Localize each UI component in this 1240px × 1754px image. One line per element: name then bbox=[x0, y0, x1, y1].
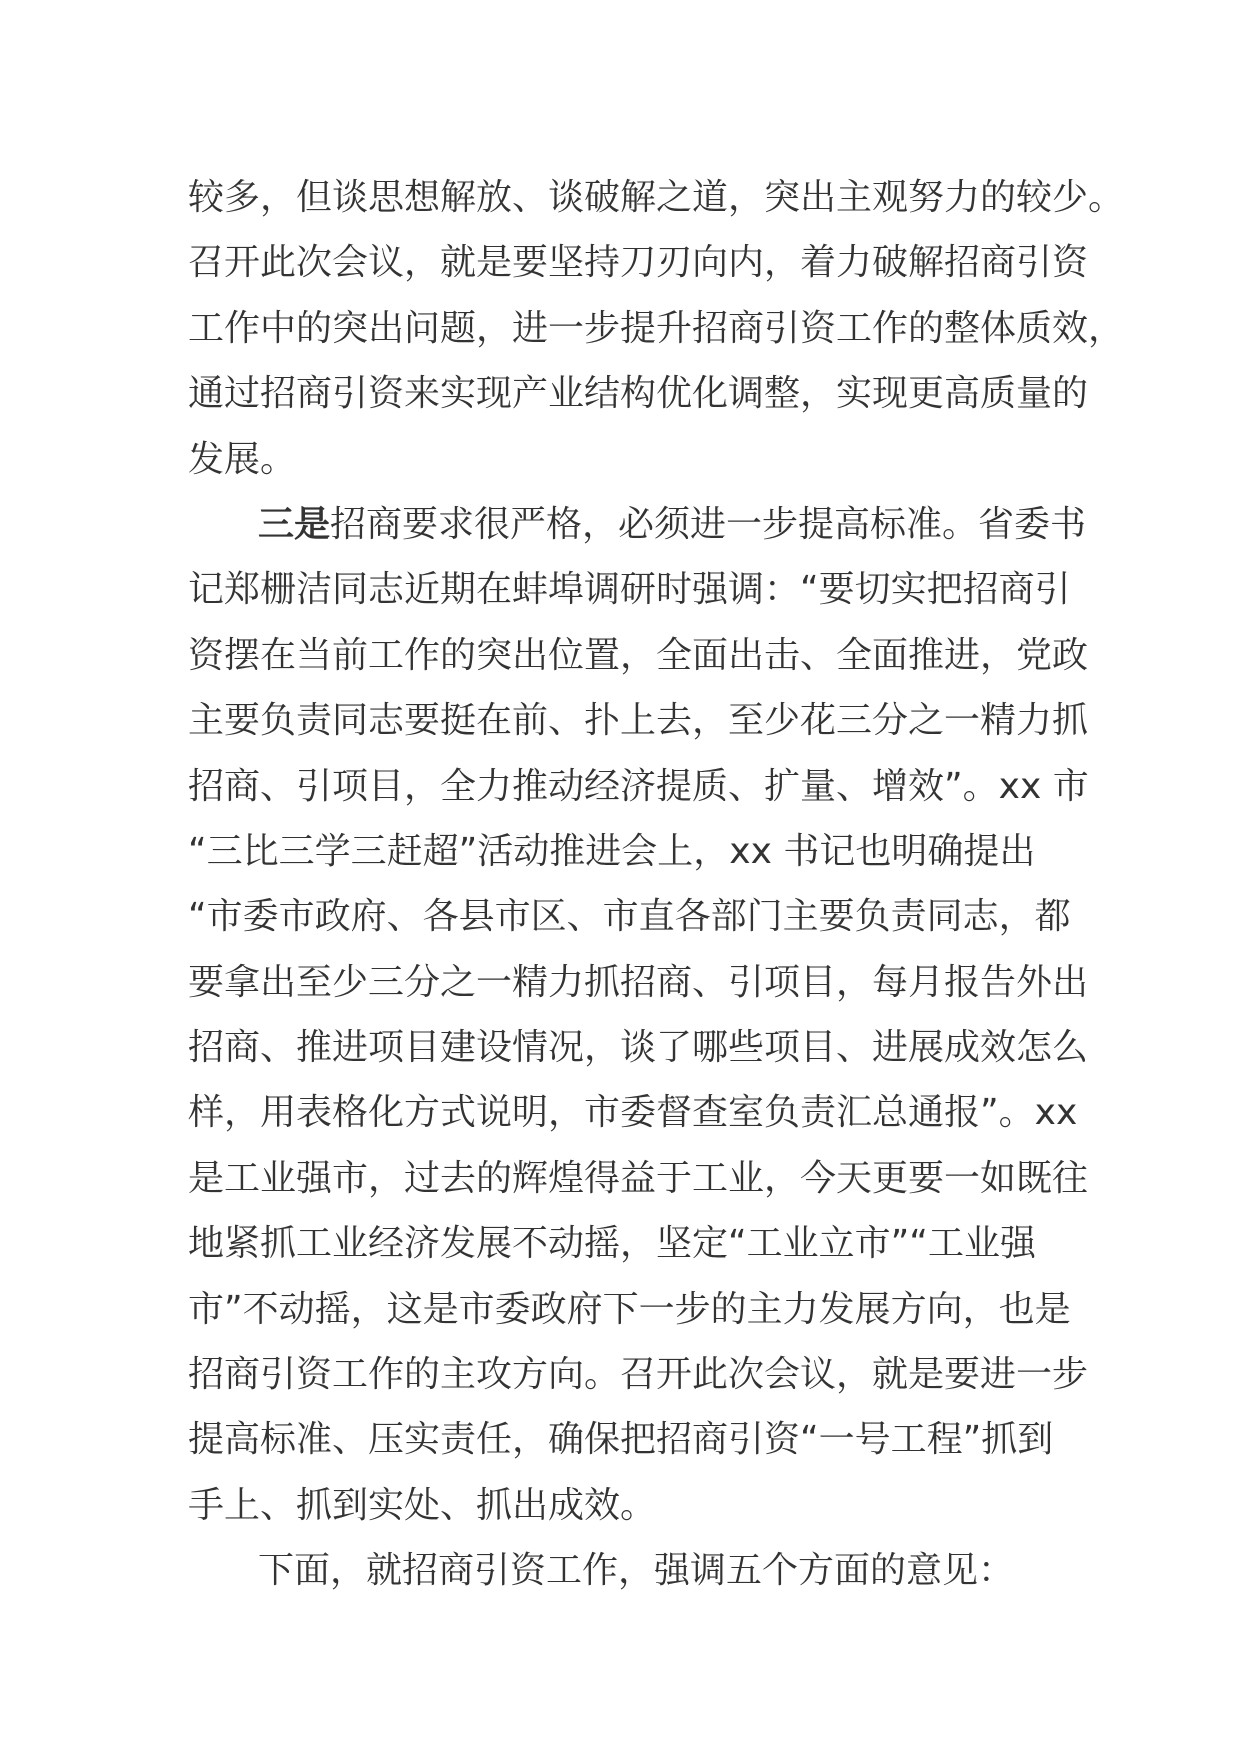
text-line-20: 提高标准、压实责任，确保把招商引资“一号工程”抓到 bbox=[188, 1419, 1054, 1461]
text-line-1: 较多，但谈思想解放、谈破解之道，突出主观努力的较少。 bbox=[188, 177, 1125, 218]
text-line-6: 招商要求很严格，必须进一步提高标准。省委书 bbox=[330, 503, 1087, 545]
text-line-18: 市”不动摇，这是市委政府下一步的主力发展方向，也是 bbox=[188, 1288, 1071, 1330]
text-line-2: 召开此次会议，就是要坚持刀刃向内，着力破解招商引资 bbox=[188, 242, 1089, 284]
text-line-4: 通过招商引资来实现产业结构优化调整，实现更高质量的 bbox=[188, 373, 1089, 415]
text-line-5: 发展。 bbox=[188, 438, 297, 480]
text-line-7: 记郑栅洁同志近期在蚌埠调研时强调：“要切实把招商引 bbox=[188, 569, 1071, 611]
text-line-16: 是工业强市，过去的辉煌得益于工业，今天更要一如既往 bbox=[188, 1157, 1089, 1199]
bold-prefix: 三是 bbox=[258, 503, 331, 545]
text-line-13: 要拿出至少三分之一精力抓招商、引项目，每月报告外出 bbox=[188, 961, 1089, 1003]
text-line-19: 招商引资工作的主攻方向。召开此次会议，就是要进一步 bbox=[188, 1354, 1089, 1396]
text-line-9: 主要负责同志要挺在前、扑上去，至少花三分之一精力抓 bbox=[188, 700, 1089, 742]
text-line-17: 地紧抓工业经济发展不动摇，坚定“工业立市”“工业强 bbox=[188, 1223, 1036, 1265]
text-line-14: 招商、推进项目建设情况，谈了哪些项目、进展成效怎么 bbox=[188, 1027, 1089, 1069]
text-line-15: 样，用表格化方式说明，市委督查室负责汇总通报”。xx bbox=[188, 1092, 1078, 1134]
text-line-12: “市委市政府、各县市区、市直各部门主要负责同志，都 bbox=[188, 896, 1071, 938]
text-line-10: 招商、引项目，全力推动经济提质、扩量、增效”。xx 市 bbox=[188, 765, 1089, 807]
body-text bbox=[188, 165, 1125, 1604]
paragraph-3-first-line bbox=[188, 492, 1087, 557]
text-line-8: 资摆在当前工作的突出位置，全面出击、全面推进，党政 bbox=[188, 634, 1089, 676]
text-line-11: “三比三学三赶超”活动推进会上，xx 书记也明确提出 bbox=[188, 830, 1036, 872]
text-line-3: 工作中的突出问题，进一步提升招商引资工作的整体质效， bbox=[188, 307, 1125, 349]
text-line-22: 下面，就招商引资工作，强调五个方面的意见： bbox=[258, 1550, 1015, 1592]
text-line-21: 手上、抓到实处、抓出成效。 bbox=[188, 1484, 657, 1526]
